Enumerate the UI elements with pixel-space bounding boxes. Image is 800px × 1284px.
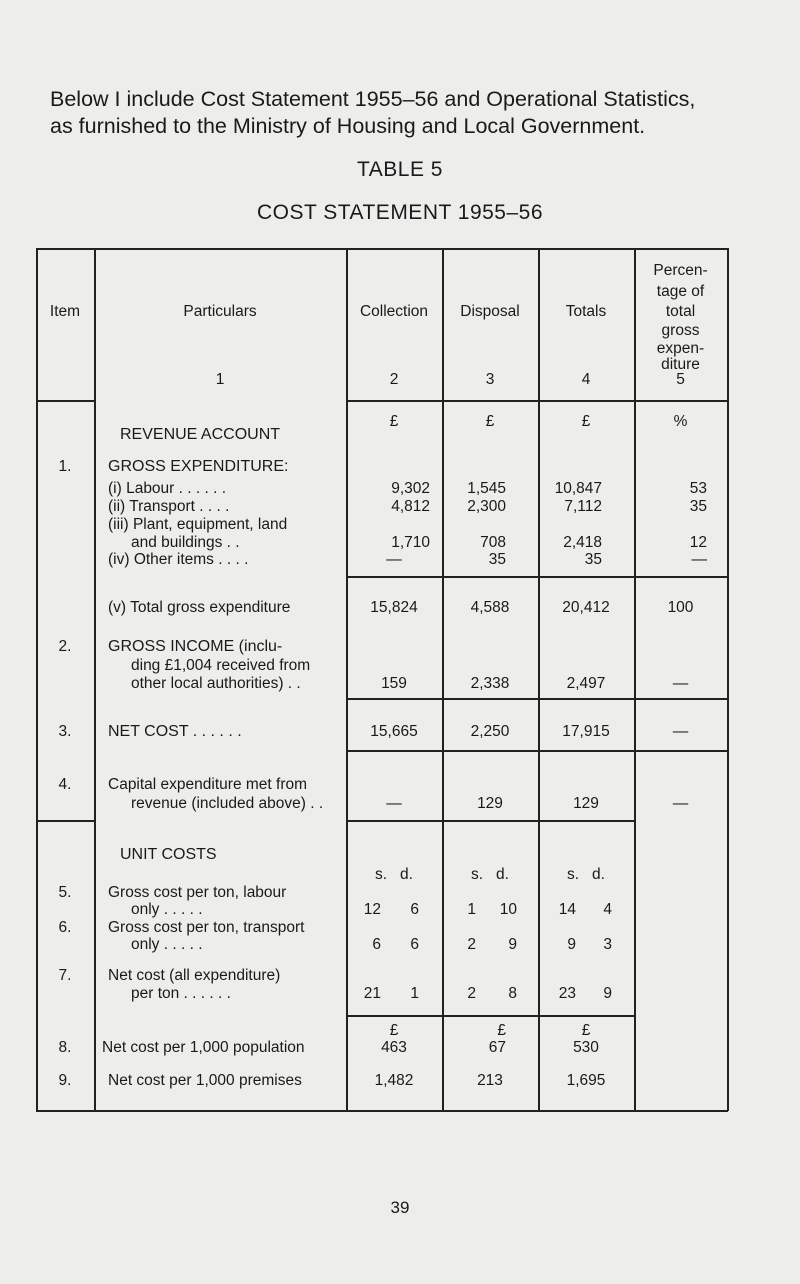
header-item: Item — [49, 303, 81, 320]
section-rule — [36, 820, 94, 822]
unit-percent: % — [673, 413, 688, 430]
unit-pound: £ — [389, 413, 399, 430]
section-rule — [346, 820, 634, 822]
header-rule — [346, 400, 728, 402]
table-top-rule — [36, 248, 728, 250]
col-number: 4 — [581, 371, 591, 388]
header-totals: Totals — [565, 303, 607, 320]
intro-line-2: as furnished to the Ministry of Housing and Local Government. — [50, 114, 646, 138]
header-collection: Collection — [359, 303, 429, 320]
subtotal-rule — [346, 576, 728, 578]
table-label: TABLE 5 — [357, 158, 443, 181]
page-number: 39 — [390, 1198, 410, 1217]
subtotal-rule — [346, 698, 728, 700]
table-title: COST STATEMENT 1955–56 — [256, 201, 544, 224]
unit-pound: £ — [581, 1022, 591, 1039]
col-number: 5 — [676, 371, 685, 388]
unit-pound: £ — [389, 1022, 399, 1039]
item-number: 1. — [58, 458, 72, 475]
unit-shillings-pence: s. d. — [567, 866, 605, 883]
section-heading-unit-costs: UNIT COSTS — [120, 846, 217, 863]
gross-expenditure-label: GROSS EXPENDITURE: — [108, 458, 289, 475]
intro-line-1: Below I include Cost Statement 1955–56 and Operational Statistics, — [50, 87, 696, 111]
cost-statement-table: Item Particulars Collection Disposal Totals Percen- tage of total gross expen- diture 1 2 3 4 5 £ £ £ % REVENUE ACCOUNT 1. GROSS EXPENDITURE: (i) Labour . . . . . . 9,302 1,545 10,847 53 (ii) Transport . . . . 4,812 2,300 7,112 35 (iii) Plant, equipment, land and buildings . . 1,710 708 2,418 12 (iv) Other items . . . . — 35 35 — (v) Total gross expenditure 15,824 4,588 20,412 100 2. GROSS INCOME (inclu- ding £1,004 received from other local authorities) . . 159 2,338 2,497 — 3. NET COST . . . . . . 15,665 2,250 17,915 — 4. Capital expenditure met from revenue (included above) . . — 129 129 — UNIT COSTS s. d. s. d. s. d. 5. Gross cost per ton, labour only . . . . . 12 6 1 10 14 4 6. Gross cost per ton, transport only . . . . . 6 6 2 9 9 3 7. Net cost (all expenditure) per ton . . . . . . 21 1 2 8 23 9 £ £ £ 8. Net cost per 1,000 population 463 67 530 9. Net cost per 1,000 premises 1,482 213 1,695 — [0, 0, 800, 1284]
unit-pound: £ — [485, 413, 495, 430]
subtotal-rule — [346, 1015, 634, 1017]
table-row-label: (iii) Plant, equipment, land — [108, 516, 288, 533]
header-rule — [36, 400, 94, 402]
table-bottom-rule — [36, 1110, 728, 1112]
header-disposal: Disposal — [460, 303, 520, 320]
unit-shillings-pence: s. d. — [375, 866, 413, 883]
col-number: 2 — [389, 371, 399, 388]
unit-pound: £ — [497, 1022, 506, 1039]
col-rule — [727, 248, 729, 1111]
col-number: 3 — [485, 371, 495, 388]
col-number: 1 — [215, 371, 225, 388]
subtotal-rule — [346, 750, 728, 752]
section-heading-revenue: REVENUE ACCOUNT — [120, 426, 281, 443]
unit-pound: £ — [581, 413, 591, 430]
header-particulars: Particulars — [183, 303, 257, 320]
unit-shillings-pence: s. d. — [471, 866, 509, 883]
